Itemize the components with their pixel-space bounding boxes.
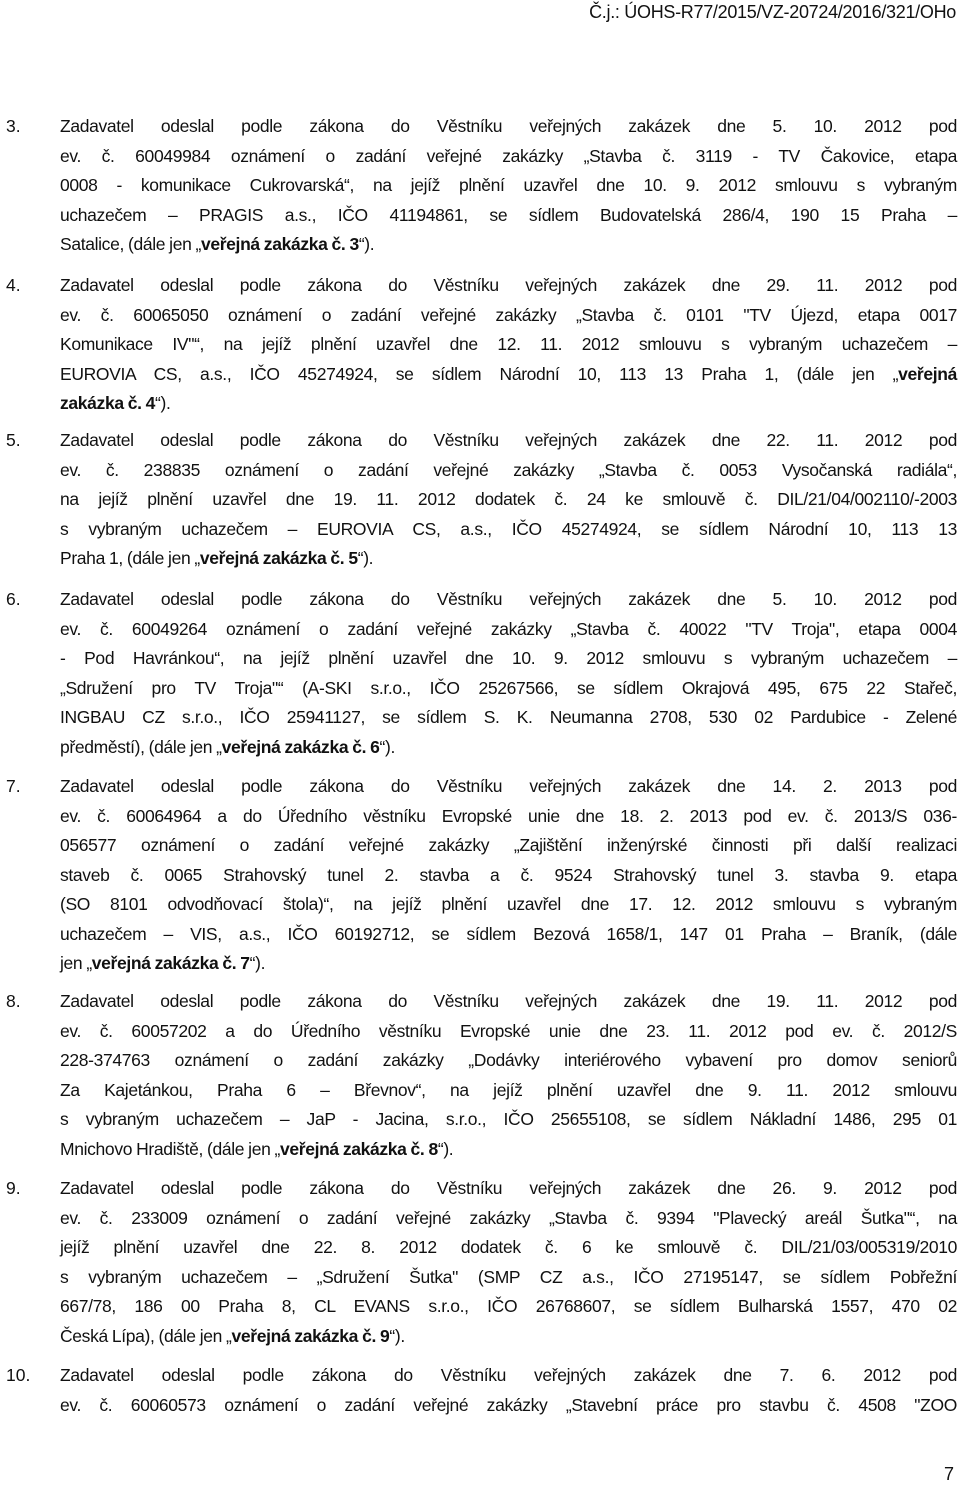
item-paragraph	[60, 426, 957, 574]
text-segment: ev. č. 60060573 oznámení o zadání veřejné zakázky „Stavební práce pro stavbu č. 4508 "ZOO	[60, 1394, 957, 1415]
item-number: 9.	[6, 1178, 21, 1198]
text-line	[60, 271, 957, 301]
text-segment: s vybraným uchazečem – „Sdružení Šutka" (SMP CZ a.s., IČO 27195147, se sídlem Pobřežní	[60, 1266, 957, 1287]
text-segment: staveb č. 0065 Strahovský tunel 2. stavba a č. 9524 Strahovský tunel 3. stavba 9. etapa	[60, 864, 957, 885]
text-line	[60, 1361, 957, 1391]
text-segment: ev. č. 233009 oznámení o zadání veřejné zakázky „Stavba č. 9394 "Plavecký areál Šutka"“, na	[60, 1207, 957, 1228]
item-number: 8.	[6, 991, 21, 1011]
text-line	[60, 890, 957, 920]
text-segment: Zadavatel odeslal podle zákona do Věstníku veřejných zakázek dne 5. 10. 2012 pod	[60, 589, 957, 609]
text-line	[60, 1204, 957, 1234]
item-paragraph	[60, 1361, 957, 1420]
text-segment: jejíž plnění uzavřel dne 22. 8. 2012 dodatek č. 6 ke smlouvě č. DIL/21/03/005319/2010	[60, 1237, 957, 1257]
text-segment: (SO 8101 odvodňovací štola)“, na jejíž plnění uzavřel dne 17. 12. 2012 smlouvu s vybraným	[60, 894, 957, 914]
text-line	[60, 733, 957, 763]
text-line	[60, 987, 957, 1017]
text-segment: uchazečem – VIS, a.s., IČO 60192712, se sídlem Bezová 1658/1, 147 01 Praha – Braník, (dále	[60, 923, 957, 944]
item-number: 3.	[6, 116, 21, 136]
text-line	[60, 112, 957, 142]
text-segment: ev. č. 60049264 oznámení o zadání veřejné zakázky „Stavba č. 40022 "TV Troja", etapa 0004	[60, 618, 957, 639]
text-line	[60, 1076, 957, 1106]
text-segment: Zadavatel odeslal podle zákona do Věstníku veřejných zakázek dne 7. 6. 2012 pod	[60, 1365, 957, 1385]
text-line	[60, 1135, 957, 1165]
text-segment: “).	[389, 1325, 405, 1346]
text-segment: “).	[155, 393, 171, 413]
bold-term: veřejná zakázka č. 6	[221, 736, 380, 757]
text-line	[60, 544, 957, 574]
item-number: 6.	[6, 589, 21, 609]
page-number: 7	[943, 1464, 954, 1484]
text-segment: ev. č. 238835 oznámení o zadání veřejné zakázky „Stavba č. 0053 Vysočanská radiála“,	[60, 459, 957, 480]
text-line	[60, 1391, 957, 1421]
text-segment: Zadavatel odeslal podle zákona do Věstníku veřejných zakázek dne 29. 11. 2012 pod	[60, 275, 957, 295]
text-line	[60, 1322, 957, 1352]
text-segment: ev. č. 60064964 a do Úředního věstníku Evropské unie dne 18. 2. 2013 pod ev. č. 2013/S 036-	[60, 805, 957, 826]
text-segment: “).	[249, 953, 266, 973]
text-segment: ev. č. 60049984 oznámení o zadání veřejné zakázky „Stavba č. 3119 - TV Čakovice, etapa	[60, 145, 957, 166]
text-segment: „Sdružení pro TV Troja"“ (A-SKI s.r.o., IČO 25267566, se sídlem Okrajová 495, 675 22 Stařeč,	[60, 677, 957, 698]
text-segment: EUROVIA CS, a.s., IČO 45274924, se sídlem Národní 10, 113 13 Praha 1, (dále jen „	[60, 363, 899, 384]
bold-term: zakázka č. 4	[60, 393, 156, 413]
text-segment: 667/78, 186 00 Praha 8, CL EVANS s.r.o., IČO 26768607, se sídlem Bulharská 1557, 470 02	[60, 1296, 957, 1316]
text-segment: “).	[358, 234, 375, 254]
text-segment: Zadavatel odeslal podle zákona do Věstníku veřejných zakázek dne 5. 10. 2012 pod	[60, 116, 957, 136]
text-segment: Komunikace IV"“, na jejíž plnění uzavřel dne 12. 11. 2012 smlouvu s vybraným uchazečem –	[60, 334, 957, 354]
text-line	[60, 615, 957, 645]
text-line	[60, 1233, 957, 1263]
item-paragraph	[60, 1174, 957, 1351]
text-segment: INGBAU CZ s.r.o., IČO 25941127, se sídlem S. K. Neumanna 2708, 530 02 Pardubice - Zelené	[60, 707, 957, 727]
text-segment: Satalice, (dále jen „	[60, 234, 201, 254]
text-line	[60, 426, 957, 456]
text-line	[60, 301, 957, 331]
item-paragraph	[60, 987, 957, 1164]
text-line	[60, 1105, 957, 1135]
text-line	[60, 703, 957, 733]
text-line	[60, 1292, 957, 1322]
text-segment: ev. č. 60057202 a do Úředního věstníku Evropské unie dne 23. 11. 2012 pod ev. č. 2012/S	[60, 1020, 957, 1041]
text-line	[60, 171, 957, 201]
bold-term: veřejná zakázka č. 3	[200, 234, 359, 254]
item-number: 10.	[6, 1365, 31, 1385]
text-line	[60, 515, 957, 545]
text-line	[60, 831, 957, 861]
text-segment: Mnichovo Hradiště, (dále jen „	[60, 1138, 280, 1159]
item-number: 7.	[6, 776, 21, 796]
text-line	[60, 330, 957, 360]
text-segment: Zadavatel odeslal podle zákona do Věstníku veřejných zakázek dne 19. 11. 2012 pod	[60, 991, 957, 1011]
text-segment: - Pod Havránkou“, na jejíž plnění uzavřel dne 10. 9. 2012 smlouvu s vybraným uchazečem –	[60, 648, 957, 668]
text-line	[60, 201, 957, 231]
item-paragraph	[60, 772, 957, 979]
bold-term: veřejná zakázka č. 7	[91, 953, 250, 973]
text-segment: Zadavatel odeslal podle zákona do Věstníku veřejných zakázek dne 22. 11. 2012 pod	[60, 430, 957, 450]
text-segment: Zadavatel odeslal podle zákona do Věstníku veřejných zakázek dne 26. 9. 2012 pod	[60, 1178, 957, 1198]
text-line	[60, 920, 957, 950]
text-segment: “).	[357, 548, 374, 568]
item-number: 4.	[6, 275, 21, 295]
text-line	[60, 230, 957, 260]
text-segment: s vybraným uchazečem – EUROVIA CS, a.s., IČO 45274924, se sídlem Národní 10, 113 13	[60, 518, 957, 539]
text-segment: 0008 - komunikace Cukrovarská“, na jejíž plnění uzavřel dne 10. 9. 2012 smlouvu s vybraným	[60, 175, 957, 195]
text-line	[60, 949, 957, 979]
text-segment: Za Kajetánkou, Praha 6 – Břevnov“, na jejíž plnění uzavřel dne 9. 11. 2012 smlouvu	[60, 1079, 957, 1100]
bold-term: veřejná zakázka č. 5	[199, 548, 358, 568]
text-segment: na jejíž plnění uzavřel dne 19. 11. 2012 dodatek č. 24 ke smlouvě č. DIL/21/04/002110/-2003	[60, 489, 957, 509]
bold-term: veřejná zakázka č. 9	[231, 1325, 390, 1346]
item-number: 5.	[6, 430, 21, 450]
item-paragraph	[60, 585, 957, 762]
text-line	[60, 861, 957, 891]
text-line	[60, 802, 957, 832]
text-line	[60, 1174, 957, 1204]
text-segment: Zadavatel odeslal podle zákona do Věstníku veřejných zakázek dne 14. 2. 2013 pod	[60, 776, 957, 796]
text-line	[60, 772, 957, 802]
bold-term: veřejná	[898, 363, 957, 384]
text-segment: “).	[437, 1138, 454, 1159]
text-segment: ev. č. 60065050 oznámení o zadání veřejné zakázky „Stavba č. 0101 "TV Újezd, etapa 0017	[60, 304, 957, 325]
text-line	[60, 644, 957, 674]
item-paragraph	[60, 112, 957, 260]
bold-term: veřejná zakázka č. 8	[279, 1138, 438, 1159]
text-segment: Praha 1, (dále jen „	[60, 548, 200, 568]
document-reference: Č.j.: ÚOHS-R77/2015/VZ-20724/2016/321/OHo	[589, 2, 956, 22]
text-line	[60, 1046, 957, 1076]
text-line	[60, 389, 957, 419]
text-line	[60, 485, 957, 515]
text-segment: “).	[379, 736, 395, 757]
text-line	[60, 674, 957, 704]
text-line	[60, 1263, 957, 1293]
text-segment: jen „	[60, 953, 92, 973]
text-line	[60, 1017, 957, 1047]
text-segment: 228-374763 oznámení o zadání zakázky „Dodávky interiérového vybavení pro domov seniorů	[60, 1050, 957, 1070]
text-segment: Česká Lípa), (dále jen „	[60, 1325, 232, 1346]
text-segment: s vybraným uchazečem – JaP - Jacina, s.r.o., IČO 25655108, se sídlem Nákladní 1486, 295 01	[60, 1109, 957, 1129]
text-segment: uchazečem – PRAGIS a.s., IČO 41194861, se sídlem Budovatelská 286/4, 190 15 Praha –	[60, 204, 957, 225]
text-segment: 056577 oznámení o zadání veřejné zakázky „Zajištění inženýrské činnosti při další realizaci	[60, 835, 957, 855]
text-line	[60, 360, 957, 390]
text-line	[60, 142, 957, 172]
text-line	[60, 585, 957, 615]
text-segment: předměstí), (dále jen „	[60, 736, 222, 757]
text-line	[60, 456, 957, 486]
item-paragraph	[60, 271, 957, 419]
